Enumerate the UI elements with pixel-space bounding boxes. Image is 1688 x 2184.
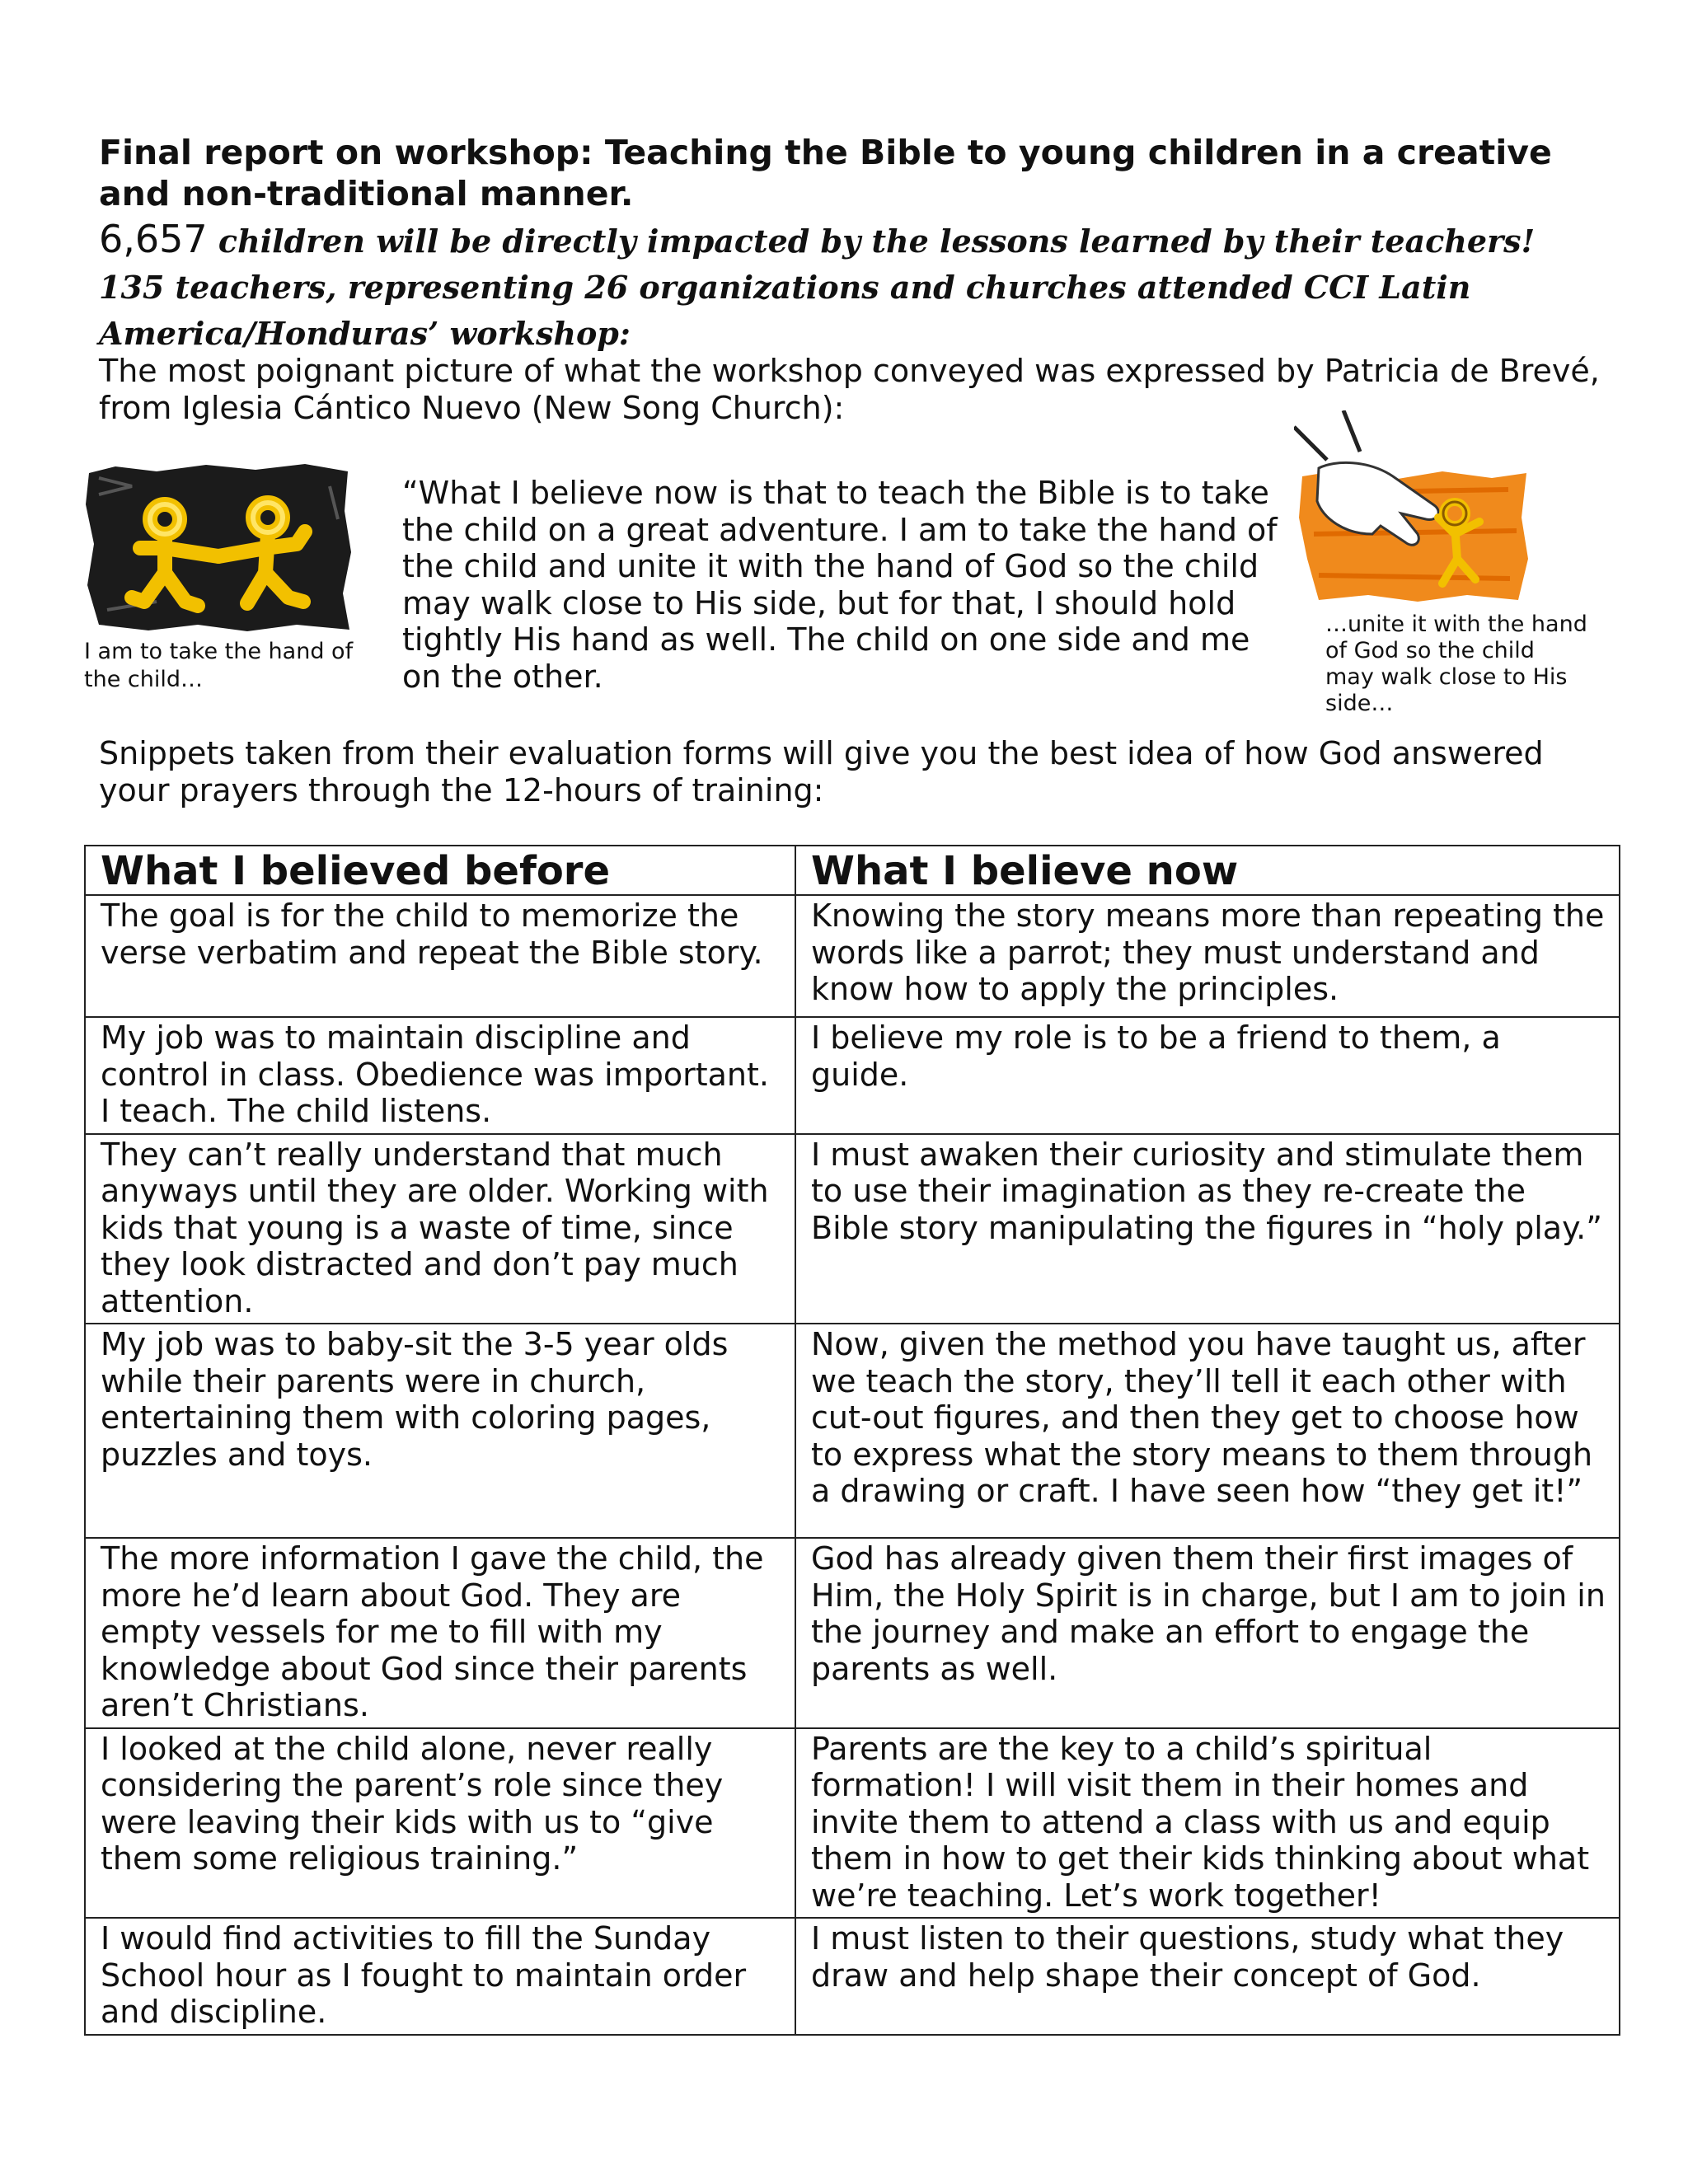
patricia-quote: “What I believe now is that to teach the Bible is to take the child on a great adventure. I am to take the hand of the child and unite it with the hand of God so the child may walk close to His side, but for that, I should hold tightly His hand as well. The child on one side and me on the other. <box>402 475 1278 695</box>
hand-of-god-image <box>1294 410 1533 608</box>
now-cell: Now, given the method you have taught us, after we teach the story, they’ll tell it each other with cut-out figures, and then they get to choose how to express what the story means to them through a drawing or craft. I have seen how “they get it!” <box>795 1324 1620 1538</box>
intro-paragraph: The most poignant picture of what the workshop conveyed was expressed by Patricia de Brevé, from Iglesia Cántico Nuevo (New Song Church): <box>99 353 1600 426</box>
children-holding-hands-image <box>82 462 354 635</box>
before-cell: I looked at the child alone, never really considering the parent’s role since they were leaving their kids with us to “give them some religious training.” <box>85 1728 795 1919</box>
before-cell: I would find activities to fill the Sunday School hour as I fought to maintain order and discipline. <box>85 1918 795 2035</box>
snippets-intro: Snippets taken from their evaluation forms will give you the best idea of how God answered your prayers through the 12-hours of training: <box>99 735 1544 808</box>
now-cell: God has already given them their first images of Him, the Holy Spirit is in charge, but I am to join in the journey and make an effort to engage the parents as well. <box>795 1538 1620 1728</box>
before-cell: They can’t really understand that much anyways until they are older. Working with kids that young is a waste of time, since they look distracted and don’t pay much attention. <box>85 1134 795 1324</box>
column-header-before: What I believed before <box>85 846 795 895</box>
impact-headline <box>99 216 1599 357</box>
before-cell: My job was to baby-sit the 3-5 year olds while their parents were in church, entertaining them with coloring pages, puzzles and toys. <box>85 1324 795 1538</box>
now-cell: I believe my role is to be a friend to them, a guide. <box>795 1017 1620 1134</box>
now-cell: Parents are the key to a child’s spiritual formation! I will visit them in their homes and invite them to attend a class with us and equip them in how to get their kids thinking about what we’re teaching. Let’s work together! <box>795 1728 1620 1919</box>
table-row <box>85 1918 1620 2035</box>
table-row <box>85 1728 1620 1919</box>
impact-text: children will be directly impacted by the lessons learned by their teachers! 135 teachers, representing 26 organizations and churches attended CCI Latin America/Honduras’ workshop: <box>99 223 1536 352</box>
table-row <box>85 1017 1620 1134</box>
table-row <box>85 1324 1620 1538</box>
before-cell: The goal is for the child to memorize the verse verbatim and repeat the Bible story. <box>85 895 795 1017</box>
table-row <box>85 895 1620 1017</box>
report-title: Final report on workshop: Teaching the Bible to young children in a creative and non-traditional manner. <box>99 133 1552 213</box>
column-header-now: What I believe now <box>795 846 1620 895</box>
children-count: 6,657 <box>99 217 208 261</box>
beliefs-comparison-table <box>84 845 1620 2036</box>
before-cell: The more information I gave the child, the more he’d learn about God. They are empty vessels for me to fill with my knowledge about God since their parents aren’t Christians. <box>85 1538 795 1728</box>
table-header-row <box>85 846 1620 895</box>
before-cell: My job was to maintain discipline and control in class. Obedience was important. I teach. The child listens. <box>85 1017 795 1134</box>
right-image-caption: …unite it with the hand of God so the child may walk close to His side… <box>1325 612 1587 716</box>
now-cell: I must listen to their questions, study what they draw and help shape their concept of God. <box>795 1918 1620 2035</box>
left-image-caption: I am to take the hand of the child… <box>84 639 354 692</box>
table-row <box>85 1134 1620 1324</box>
now-cell: Knowing the story means more than repeating the words like a parrot; they must understand and know how to apply the principles. <box>795 895 1620 1017</box>
table-row <box>85 1538 1620 1728</box>
now-cell: I must awaken their curiosity and stimulate them to use their imagination as they re-create the Bible story manipulating the figures in “holy play.” <box>795 1134 1620 1324</box>
